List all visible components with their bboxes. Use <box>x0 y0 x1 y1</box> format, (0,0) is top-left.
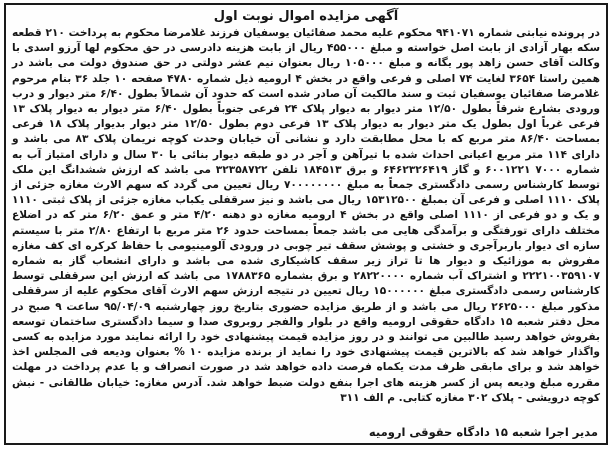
auction-notice <box>4 3 608 445</box>
notice-signature: مدیر اجرا شعبه ۱۵ دادگاه حقوقی ارومیه <box>368 425 598 439</box>
notice-body: در پرونده نیابتی شماره ۹۴۱۰۷۱ محکوم علیه محمد صفائیان یوسفیان فرزند غلامرضا محکوم به پرداخت ۲۱۰ قطعه سکه بهار آزادی از بابت اصل خواسته و مبلغ ۴۵۵۰۰۰ ریال از بابت هزینه دادرسی در حق محکوم لها آرزو اسدی با وکالت آقای حسن زاهد پور یگانه و مبلغ ۱۰۵۰۰۰ ریال بعنوان نیم عشر دولتی در حق صندوق دولت می باشد در همین راستا ۳۶۵۴ لغایت ۷۴ اصلی و فرعی واقع در بخش ۴ ارومیه ذیل شماره ۴۷۸۰ صفحه ۱۰ جلد ۳۶ بنام مرحوم غلامرضا صفائیان یوسفیان ثبت و سند مالکیت آن صادر شده است که حدود آن شمالاً بطول ۶/۴۰ متر دیوار و درب ورودی بشارع شرقاً بطول ۱۲/۵۰ متر دیوار به دیوار پلاک ۲۴ فرعی جنوباً بطول ۶/۴۰ متر دیوار به دیوار پلاک ۱۳ فرعی غرباً اول بطول یک متر دیوار به دیوار پلاک ۱۳ فرعی دوم بطول ۱۲/۵۰ متر دیوار بدیوار پلاک ۱۸ فرعی بمساحت ۸۶/۴۰ متر مربع که با محل مطابقت دارد و نشانی آن خیابان وحدت کوچه نریمان پلاک ۸۳ می باشد و دارای ۱۱۴ متر مربع اعیانی احداث شده با تیرآهن و آجر در دو طبقه دیوار بنائی با ۳۰ سال و دارای امتیاز آب به شماره ۷۰۰۰ ۶۰۰۱۲۲۱ و گاز ۶۴۶۲۳۲۶۴۱۹ و برق ۱۸۴۵۱۳ تلفن ۳۲۳۵۸۷۲۲ می باشد که ارزش ششدانگ این ملک توسط کارشناس رسمی دادگستری جمعاً به مبلغ ۷۰۰۰۰۰۰۰۰ ریال تعیین می گردد که سهم الارث مغازه جزئی از پلاک ۱۱۱۰ اصلی و فرعی آن بمبلغ ۱۵۳۱۲۵۰۰ ریال می باشد و نیز سرقفلی یکباب مغازه جزئی از پلاک ثبتی ۱۱۱۰ و یک و دو فرعی از ۱۱۱۰ اصلی واقع در بخش ۴ ارومیه مغازه دو دهنه ۴/۲۰ متر و عمق ۶/۲۰ متر که در اضلاع مختلف دارای تورفتگی و برآمدگی هایی می باشد جمعاً بمساحت حدود ۲۶ متر مربع با ارتفاع ۲/۸۰ متر با سیستم سازه ای دیوار باربرآجری و خشتی و پوشش سقف تیر چوبی در ورودی آلومینیومی با حفاظ کرکره ای کف مغازه مفروش به موزائیک و دیوار ها تا تراز زیر سقف کاشیکاری شده می باشد و دارای انشعاب گاز به شماره ۲۲۲۱۰۰۳۵۹۱۰۷ و اشتراک آب شماره ۲۸۲۲۰۰۰۰ و برق بشماره ۱۷۸۸۳۶۵ می باشد که ارزش این سرقفلی توسط کارشناس رسمی دادگستری مبلغ ۱۵۰۰۰۰۰۰ ریال تعیین در نتیجه ارزش سهم الارث آقای محکوم علیه از سرقفلی مذکور مبلغ ۲۶۲۵۰۰۰ ریال می باشد و از طریق مزایده حضوری بتاریخ روز چهارشنبه ۹۵/۰۴/۰۹ ساعت ۹ صبح در محل دفتر شعبه ۱۵ دادگاه حقوقی ارومیه واقع در بلوار والفجر روبروی صدا و سیما دادگستری ساختمان توسعه بفروش خواهد رسید طالبین می توانند و در روز مزایده قیمت پیشنهادی خود را ارائه نمایند مورد مزایده به کسی واگذار خواهد شد که بالاترین قیمت پیشنهادی خود را نماید از برنده مزایده ۱۰ % بعنوان ودیعه فی المجلس اخذ خواهد شد و برای مابقی ظرف مدت یکماه فرصت داده خواهد شد در صورت انصراف و یا عدم پرداخت در مهلت مقرره مبلغ ودیعه پس از کسر هزینه های اجرا بنفع دولت ضبط خواهد شد. آدرس مغازه: خیابان طالقانی - نبش کوچه درویشی - پلاک ۳۰۲ مغازه کتابی. م الف ۳۱۱ <box>12 27 601 404</box>
notice-title: آگهی مزایده اموال نوبت اول <box>213 9 399 24</box>
